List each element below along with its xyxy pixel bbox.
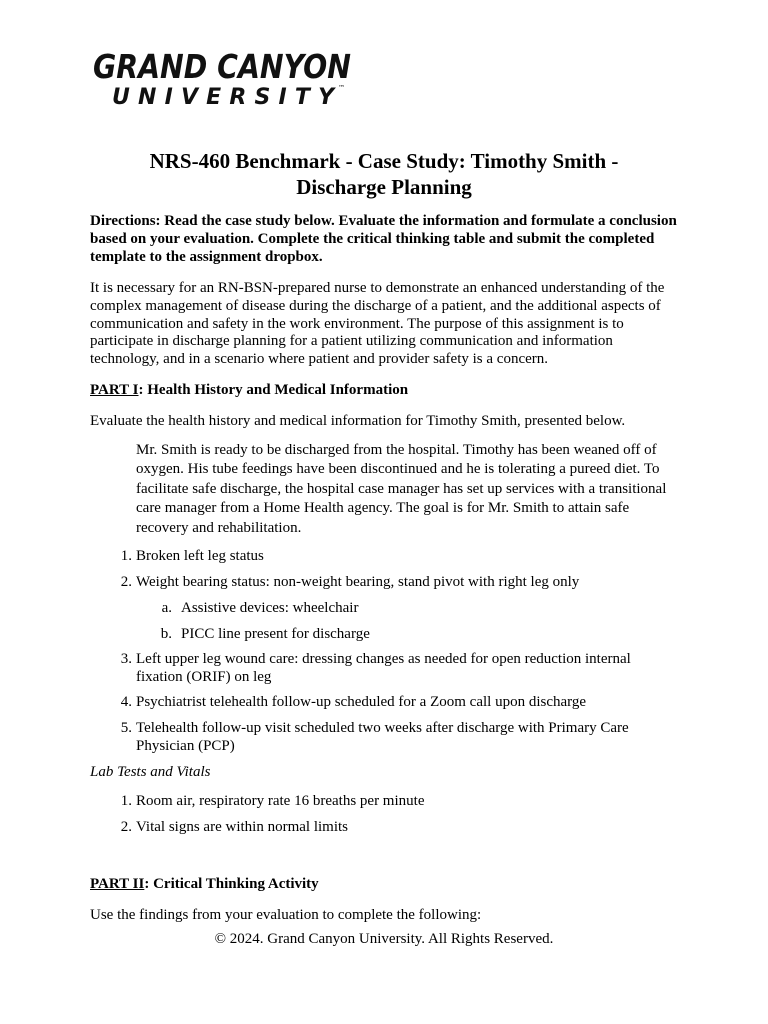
list-text: Psychiatrist telehealth follow-up scheduled for a Zoom call upon discharge [136, 694, 587, 710]
gcu-logo [92, 46, 357, 112]
list-number: 1. [120, 548, 132, 564]
list-text: Left upper leg wound care: dressing changes as needed for open reduction internal fixation (ORIF) on leg [136, 651, 631, 685]
list-text: Assistive devices: wheelchair [181, 600, 359, 616]
part1-label: PART I [90, 382, 139, 398]
list-number: 2. [120, 819, 132, 835]
directions: Directions: Read the case study below. Evaluate the information and formulate a conclusion based on your evaluation. Complete the critical thinking table and submit the completed template to the assignment dropbox. [90, 213, 677, 265]
list-number: 5. [120, 720, 132, 736]
labs-heading: Lab Tests and Vitals [90, 764, 211, 780]
list-number: 2. [120, 574, 132, 590]
part1-lead: Evaluate the health history and medical information for Timothy Smith, presented below. [90, 413, 626, 429]
list-text: Room air, respiratory rate 16 breaths per minute [136, 793, 425, 809]
list-number: 3. [120, 651, 132, 667]
logo-line2: UNIVERSITY [112, 85, 334, 110]
title-line1: NRS-460 Benchmark - Case Study: Timothy Smith - [149, 149, 619, 173]
logo-tm: ™ [338, 84, 345, 92]
list-text: PICC line present for discharge [181, 626, 370, 642]
part2-title: : Critical Thinking Activity [144, 876, 319, 892]
part1-title: : Health History and Medical Information [138, 382, 409, 398]
list-letter: a. [161, 600, 172, 616]
copyright-footer: © 2024. Grand Canyon University. All Rights Reserved. [214, 931, 554, 947]
part2-lead: Use the findings from your evaluation to complete the following: [90, 907, 482, 923]
part2-label: PART II [90, 876, 145, 892]
list-text: Telehealth follow-up visit scheduled two weeks after discharge with Primary Care Physician (PCP) [136, 720, 629, 754]
list-number: 4. [120, 694, 132, 710]
case-description: Mr. Smith is ready to be discharged from the hospital. Timothy has been weaned off of oxygen. His tube feedings have been discontinued and he is tolerating a pureed diet. To facilitate safe discharge, the hospital case manager has set up services with a transitional care manager from a Home Health agency. The goal is for Mr. Smith to attain safe recovery and rehabilitation. [136, 442, 667, 536]
list-number: 1. [120, 793, 132, 809]
logo-line1: GRAND CANYON [93, 47, 351, 86]
title-line2: Discharge Planning [296, 175, 472, 199]
list-text: Weight bearing status: non-weight bearing, stand pivot with right leg only [136, 574, 580, 590]
part1-heading [90, 381, 408, 399]
part2-heading [90, 875, 319, 893]
list-text: Broken left leg status [136, 548, 264, 564]
list-text: Vital signs are within normal limits [136, 819, 348, 835]
intro-paragraph: It is necessary for an RN-BSN-prepared nurse to demonstrate an enhanced understanding of the complex management of disease during the discharge of a patient, and the additional aspects of communication and safety in the work environment. The purpose of this assignment is to participate in discharge planning for a patient utilizing communication and information technology, and in a scenario where patient and provider safety is a concern. [90, 280, 665, 368]
list-letter: b. [160, 626, 172, 642]
document-title [90, 148, 678, 200]
